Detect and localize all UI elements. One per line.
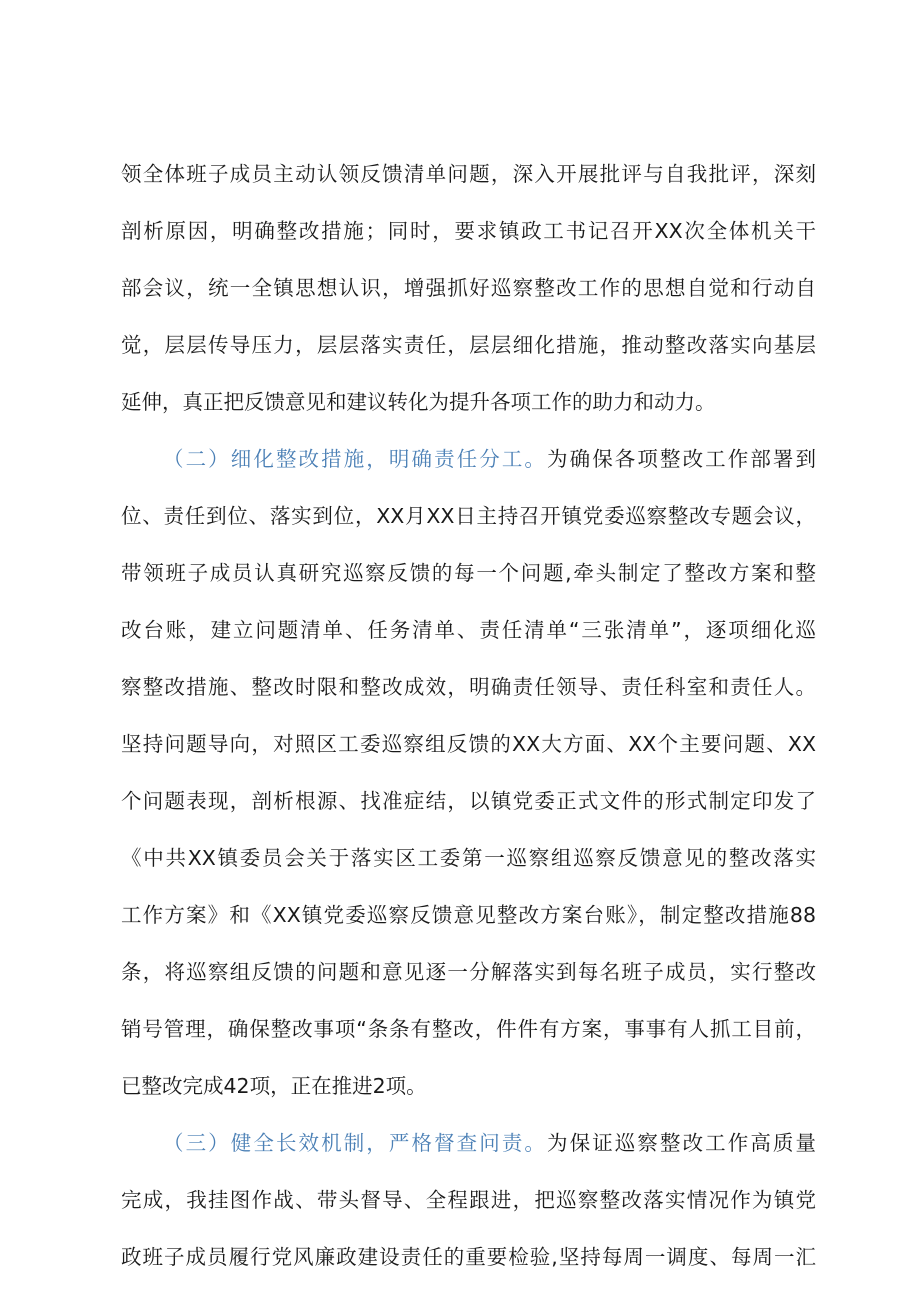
paragraph-line: 改台账，建立问题清单、任务清单、责任清单“三张清单”，逐项细化巡 (121, 618, 816, 642)
section-heading: （二）细化整改措施，明确责任分工。 (163, 447, 548, 471)
paragraph-line: 延伸，真正把反馈意见和建议转化为提升各项工作的助力和动力。 (121, 390, 716, 414)
paragraph-text: 为保证巡察整改工作高质量 (547, 1131, 817, 1155)
section-heading: （三）健全长效机制，严格督查问责。 (163, 1131, 548, 1155)
paragraph-line: 政班子成员履行党风廉政建设责任的重要检验,坚持每周一调度、每周一汇 (121, 1245, 816, 1269)
paragraph-line: 领全体班子成员主动认领反馈清单问题，深入开展批评与自我批评，深刻 (121, 162, 816, 186)
paragraph-first-line (163, 444, 816, 474)
paragraph-line: 《中共XX镇委员会关于落实区工委第一巡察组巡察反馈意见的整改落实 (121, 846, 816, 870)
paragraph-line: 条，将巡察组反馈的问题和意见逐一分解落实到每名班子成员，实行整改 (121, 960, 816, 984)
paragraph-line: 位、责任到位、落实到位，XX月XX日主持召开镇党委巡察整改专题会议， (121, 504, 816, 528)
paragraph-line: 销号管理，确保整改事项“条条有整改，件件有方案，事事有人抓工目前， (121, 1017, 816, 1041)
paragraph-line: 觉，层层传导压力，层层落实责任，层层细化措施，推动整改落实向基层 (121, 333, 816, 357)
paragraph-line: 部会议，统一全镇思想认识，增强抓好巡察整改工作的思想自觉和行动自 (121, 276, 816, 300)
paragraph-line: 已整改完成42项，正在推进2项。 (121, 1074, 427, 1098)
paragraph-line: 工作方案》和《XX镇党委巡察反馈意见整改方案台账》，制定整改措施88 (121, 903, 816, 927)
paragraph-first-line (163, 1128, 816, 1158)
paragraph-line: 察整改措施、整改时限和整改成效，明确责任领导、责任科室和责任人。 (121, 675, 816, 699)
paragraph-line: 带领班子成员认真研究巡察反馈的每一个问题,牵头制定了整改方案和整 (121, 561, 816, 585)
paragraph-line: 个问题表现，剖析根源、找准症结，以镇党委正式文件的形式制定印发了 (121, 789, 816, 813)
paragraph-line: 剖析原因，明确整改措施；同时，要求镇政工书记召开XX次全体机关干 (121, 219, 816, 243)
paragraph-text: 为确保各项整改工作部署到 (547, 447, 817, 471)
paragraph-line: 完成，我挂图作战、带头督导、全程跟进，把巡察整改落实情况作为镇党 (121, 1188, 816, 1212)
paragraph-line: 坚持问题导向，对照区工委巡察组反馈的XX大方面、XX个主要问题、XX (121, 732, 816, 756)
